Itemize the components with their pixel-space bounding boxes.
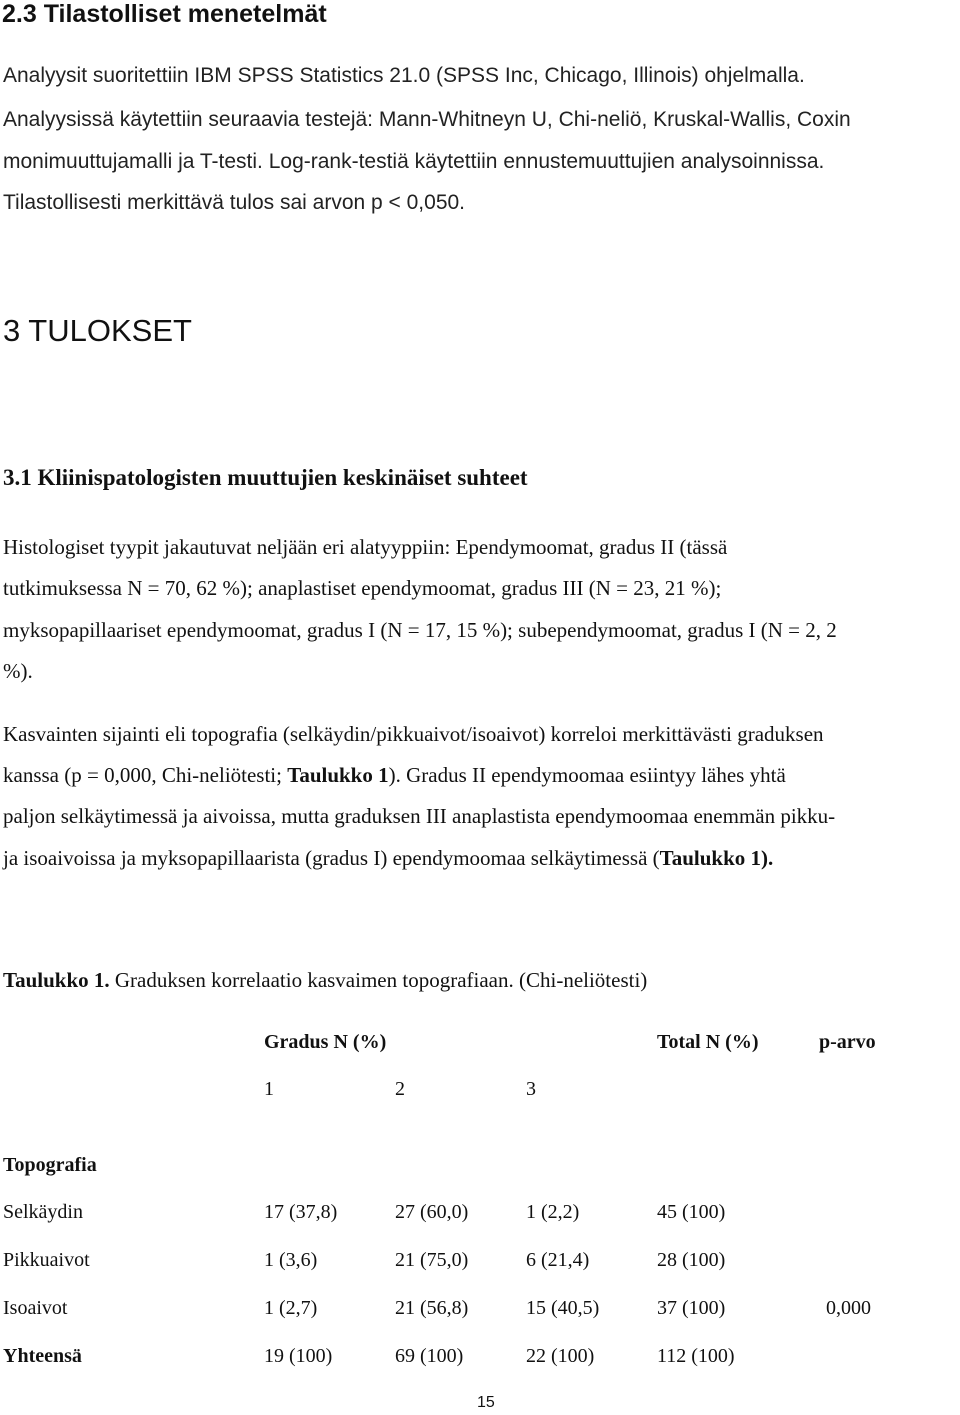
section-heading-2-3: 2.3 Tilastolliset menetelmät	[2, 0, 327, 28]
table-cell: 69 (100)	[395, 1345, 464, 1367]
table-reference: Taulukko 1	[287, 763, 389, 787]
table-cell: 45 (100)	[657, 1201, 726, 1223]
results-para1-line-2: tutkimuksessa N = 70, 62 %); anaplastiset ependymoomat, gradus III (N = 23, 21 %);	[3, 576, 722, 600]
table-cell: 1 (2,2)	[526, 1201, 580, 1223]
table-cell: 28 (100)	[657, 1249, 726, 1271]
results-para2-line-3: paljon selkäytimessä ja aivoissa, mutta graduksen III anaplastista ependymoomaa enemmän pikku-	[3, 804, 836, 828]
table-header-p: p-arvo	[819, 1031, 876, 1053]
results-para2-line-1: Kasvainten sijainti eli topografia (selkäydin/pikkuaivot/isoaivot) korreloi merkittävästi graduksen	[3, 722, 824, 746]
methods-line-1: Analyysit suoritettiin IBM SPSS Statistics 21.0 (SPSS Inc, Chicago, Illinois) ohjelmalla.	[3, 64, 805, 87]
methods-line-4: Tilastollisesti merkittävä tulos sai arvon p < 0,050.	[3, 191, 466, 214]
table-cell: 19 (100)	[264, 1345, 333, 1367]
table-cell: 37 (100)	[657, 1297, 726, 1319]
page-number: 15	[477, 1394, 495, 1411]
table-cell: 1 (2,7)	[264, 1297, 318, 1319]
results-para1-line-1: Histologiset tyypit jakautuvat neljään eri alatyyppiin: Ependymoomat, gradus II (tässä	[3, 535, 728, 559]
table-row-label-total: Yhteensä	[3, 1345, 82, 1367]
table-cell: 15 (40,5)	[526, 1297, 600, 1319]
section-heading-3: 3 TULOKSET	[3, 313, 192, 348]
table-cell: 1 (3,6)	[264, 1249, 318, 1271]
table-row-label: Pikkuaivot	[3, 1249, 90, 1271]
methods-line-3: monimuuttujamalli ja T-testi. Log-rank-testiä käytettiin ennustemuuttujien analysoinnissa.	[3, 150, 825, 173]
table-cell: 21 (56,8)	[395, 1297, 469, 1319]
results-para1-line-4: %).	[3, 659, 33, 683]
grade-label-2: 2	[395, 1078, 405, 1100]
table-cell: 22 (100)	[526, 1345, 595, 1367]
table-cell-p-value: 0,000	[826, 1297, 871, 1319]
table-cell: 27 (60,0)	[395, 1201, 469, 1223]
table-cell: 6 (21,4)	[526, 1249, 590, 1271]
results-para2-line-4a: ja isoaivoissa ja myksopapillaarista (gradus I) ependymoomaa selkäytimessä (	[3, 846, 660, 870]
table-header-gradus: Gradus N (%)	[264, 1031, 387, 1053]
section-heading-3-1: 3.1 Kliinispatologisten muuttujien keskinäiset suhteet	[3, 465, 528, 490]
methods-line-2: Analyysissä käytettiin seuraavia testejä: Mann-Whitneyn U, Chi-neliö, Kruskal-Wallis, Coxin	[3, 108, 851, 131]
table-cell: 21 (75,0)	[395, 1249, 469, 1271]
table-reference: Taulukko 1).	[659, 846, 774, 870]
results-para2-line-2c: ). Gradus II ependymoomaa esiintyy lähes yhtä	[388, 763, 786, 787]
results-para2-line-2a: kanssa (p = 0,000, Chi-neliötesti;	[3, 763, 288, 787]
table-caption-label: Taulukko 1.	[3, 968, 110, 992]
table-caption	[3, 968, 647, 993]
table-header-total: Total N (%)	[657, 1031, 759, 1053]
grade-label-3: 3	[526, 1078, 536, 1100]
table-cell: 17 (37,8)	[264, 1201, 338, 1223]
results-para1-line-3: myksopapillaariset ependymoomat, gradus I (N = 17, 15 %); subependymoomat, gradus I (N = 2, 2	[3, 618, 837, 642]
table-row-group-label: Topografia	[3, 1154, 97, 1176]
table-row-label: Isoaivot	[3, 1297, 68, 1319]
table-row-label: Selkäydin	[3, 1201, 83, 1223]
table-cell: 112 (100)	[657, 1345, 735, 1367]
results-para2-line-2	[3, 763, 786, 788]
grade-label-1: 1	[264, 1078, 274, 1100]
table-caption-text: Graduksen korrelaatio kasvaimen topografiaan. (Chi-neliötesti)	[109, 968, 648, 992]
results-para2-line-4	[3, 846, 773, 871]
